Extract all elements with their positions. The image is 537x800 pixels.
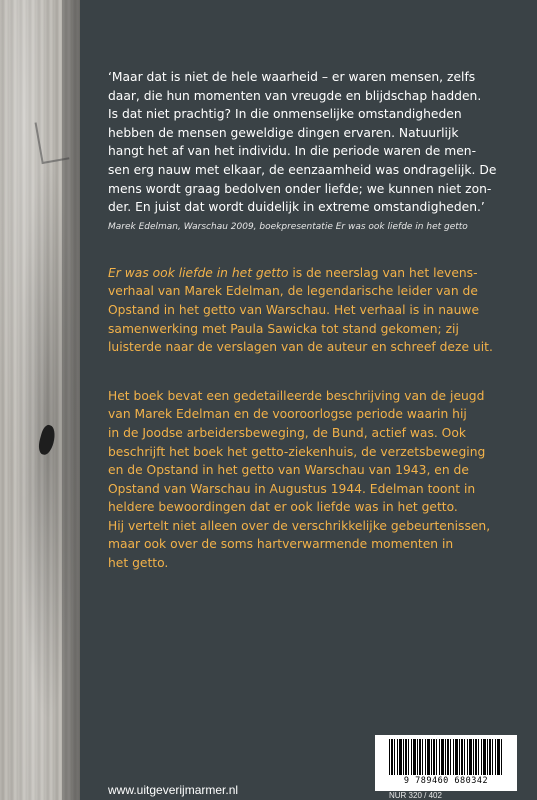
- cover-photo-strip: [0, 0, 80, 800]
- paragraph-line: beschrijft het boek het getto-ziekenhuis, de verzetsbeweging: [108, 444, 486, 459]
- quote-line: sen erg nauw met elkaar, de eenzaamheid was ondragelijk. De: [108, 162, 497, 177]
- back-cover-text: [108, 68, 524, 573]
- paragraph-line: het getto.: [108, 556, 169, 571]
- paragraph-line: heldere bewoordingen dat er ook liefde was in het getto.: [108, 500, 458, 515]
- paragraph-line: samenwerking met Paula Sawicka tot stand gekomen; zij: [108, 321, 459, 336]
- quote-line: Is dat niet prachtig? In die onmenselijke omstandigheden: [108, 107, 462, 122]
- description-paragraph-1: [108, 264, 524, 357]
- quote-attribution: Marek Edelman, Warschau 2009, boekpresentatie Er was ook liefde in het getto: [108, 221, 468, 232]
- quote-block: [108, 68, 524, 217]
- paragraph-line: maar ook over de soms hartverwarmende momenten in: [108, 537, 454, 552]
- paragraph-line: Opstand van Warschau in Augustus 1944. Edelman toont in: [108, 481, 476, 496]
- paragraph-line: Hij vertelt niet alleen over de verschrikkelijke gebeurtenissen,: [108, 518, 491, 533]
- quote-line: der. En juist dat wordt duidelijk in extreme omstandigheden.’: [108, 200, 485, 215]
- paragraph-line: van Marek Edelman en de vooroorlogse periode waarin hij: [108, 407, 467, 422]
- barcode-digits: 9 789460 680342: [403, 776, 489, 786]
- paragraph-line: Het boek bevat een gedetailleerde beschrijving van de jeugd: [108, 388, 485, 403]
- quote-line: hangt het af van het individu. In die periode waren de men-: [108, 144, 477, 159]
- quote-line: daar, die hun momenten van vreugde en blijdschap hadden.: [108, 88, 482, 103]
- quote-line: hebben de mensen geweldige dingen ervaren. Natuurlijk: [108, 125, 459, 140]
- publisher-website: www.uitgeverijmarmer.nl: [108, 783, 239, 797]
- book-title-italic: Er was ook liefde in het getto: [108, 265, 289, 280]
- paragraph-line: verhaal van Marek Edelman, de legendarische leider van de: [108, 284, 478, 299]
- paragraph-line: Opstand in het getto van Warschau. Het verhaal is in nauwe: [108, 302, 480, 317]
- isbn-barcode-box: [375, 735, 517, 791]
- photo-graffiti-mark: [35, 118, 70, 164]
- paragraph-line: en de Opstand in het getto van Warschau van 1943, en de: [108, 463, 469, 478]
- quote-line: ‘Maar dat is niet de hele waarheid – er waren mensen, zelfs: [108, 70, 476, 84]
- quote-line: mens wordt graag bedolven onder liefde; we kunnen niet zon-: [108, 181, 492, 196]
- paragraph-line: luisterde naar de verslagen van de auteur en schreef deze uit.: [108, 340, 493, 355]
- barcode-bars: [389, 739, 503, 775]
- description-paragraph-2: [108, 387, 524, 573]
- paragraph-line: is de neerslag van het levens-: [288, 265, 478, 280]
- paragraph-line: in de Joodse arbeidersbeweging, de Bund, actief was. Ook: [108, 425, 467, 440]
- nur-code: NUR 320 / 402: [389, 791, 442, 800]
